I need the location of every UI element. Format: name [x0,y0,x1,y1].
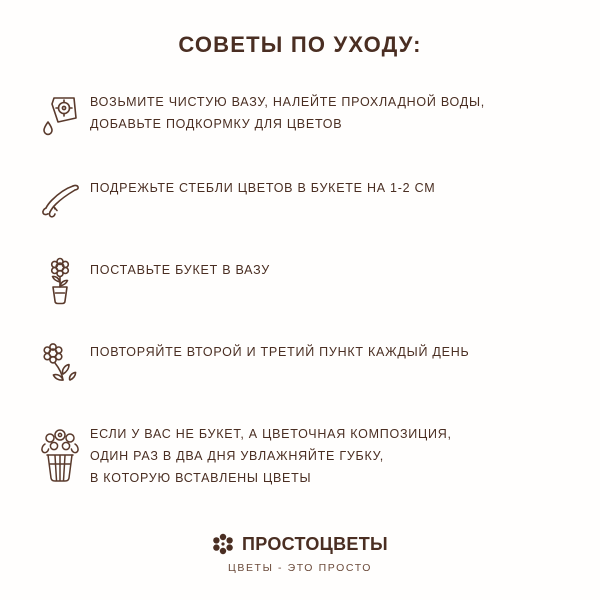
list-item-text [90,86,562,136]
list-item-line: ПОДРЕЖЬТЕ СТЕБЛИ ЦВЕТОВ В БУКЕТЕ НА 1-2 СМ [90,181,436,195]
brand-tagline: ЦВЕТЫ - ЭТО ПРОСТО [227,562,373,574]
brand-lockup [0,533,600,555]
list-item-line: ПОСТАВЬТЕ БУКЕТ В ВАЗУ [90,263,270,277]
list-item-text [90,172,562,200]
flower-with-leaves-icon [30,336,90,392]
list-item-text [90,418,562,490]
pruning-shears-icon [30,172,90,228]
list-item-text [90,336,562,364]
list-item [30,254,562,310]
list-item [30,86,562,146]
tips-list [0,86,600,492]
list-item-line: ВОЗЬМИТЕ ЧИСТУЮ ВАЗУ, НАЛЕЙТЕ ПРОХЛАДНОЙ ВОДЫ, [90,95,485,109]
list-item [30,336,562,392]
list-item-line: ДОБАВЬТЕ ПОДКОРМКУ ДЛЯ ЦВЕТОВ [90,116,343,131]
page-title: СОВЕТЫ ПО УХОДУ: [178,32,422,57]
list-item-line: В КОТОРУЮ ВСТАВЛЕНЫ ЦВЕТЫ [90,470,312,485]
list-item-line: ЕСЛИ У ВАС НЕ БУКЕТ, А ЦВЕТОЧНАЯ КОМПОЗИЦИЯ, [90,427,452,441]
footer [0,533,600,574]
flower-food-packet-icon [30,86,90,146]
list-item-line: ПОВТОРЯЙТЕ ВТОРОЙ И ТРЕТИЙ ПУНКТ КАЖДЫЙ ДЕНЬ [90,345,470,359]
list-item-line: ОДИН РАЗ В ДВА ДНЯ УВЛАЖНЯЙТЕ ГУБКУ, [90,448,384,463]
list-item-text [90,254,562,282]
brand-name: ПРОСТОЦВЕТЫ [242,533,388,554]
flower-logo-icon [212,533,234,555]
flower-in-vase-icon [30,254,90,310]
list-item [30,172,562,228]
flower-basket-icon [30,418,90,492]
list-item [30,418,562,492]
